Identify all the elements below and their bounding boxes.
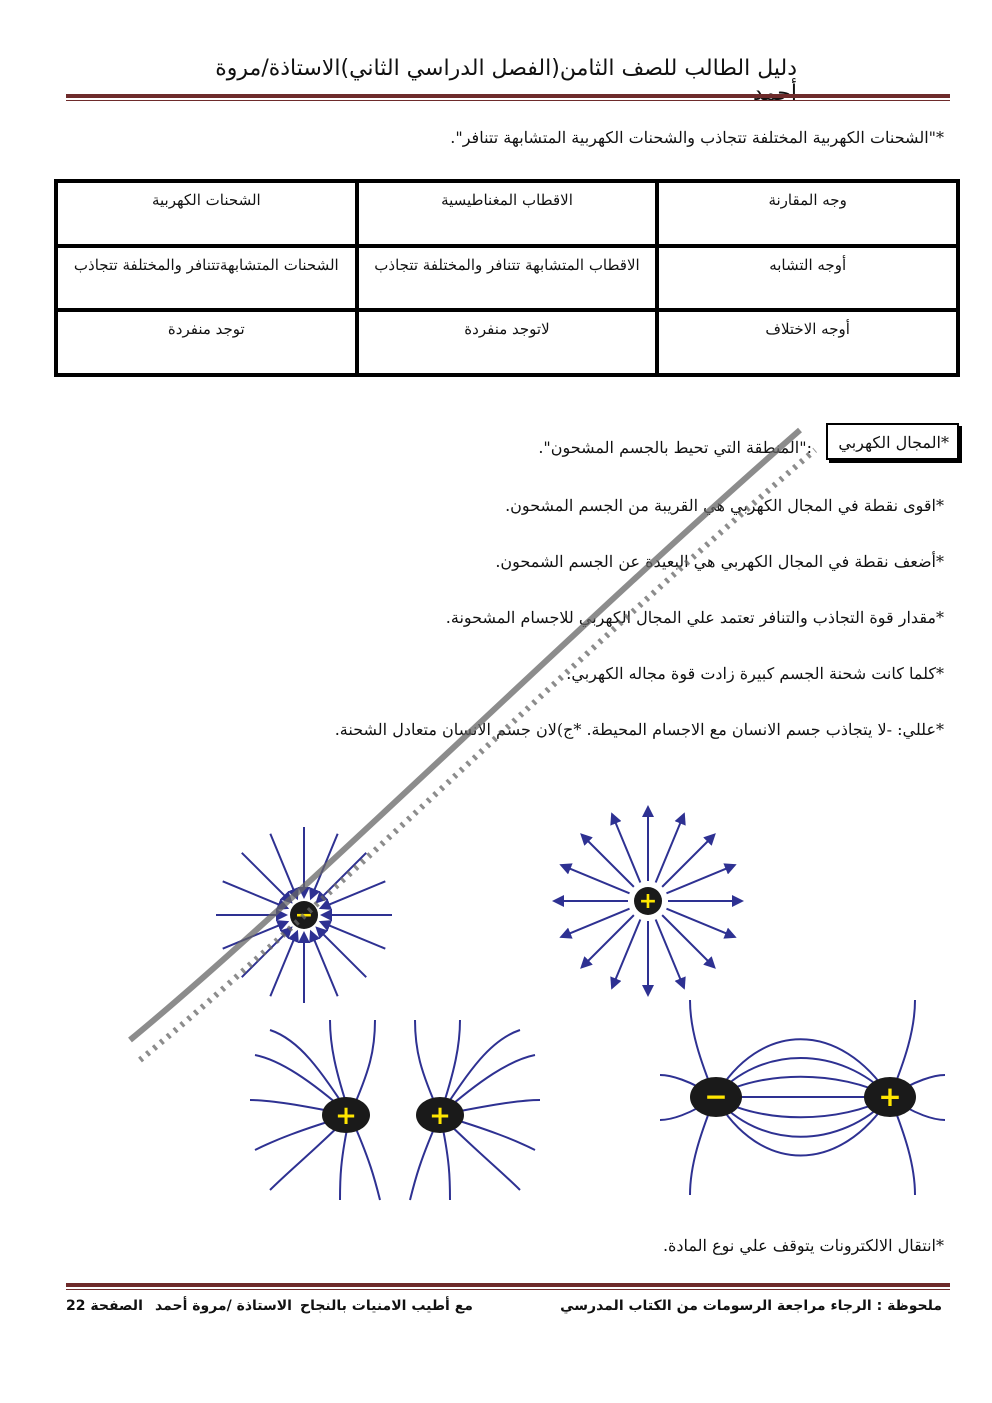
positive-sign: +: [429, 1101, 451, 1131]
table-cell: لاتوجد منفردة: [357, 310, 658, 375]
footer-page-number: الصفحة 22: [66, 1298, 143, 1314]
field-line: [662, 837, 711, 886]
field-term-box: *المجال الكهربي: [826, 423, 959, 460]
field-line: [662, 915, 711, 964]
field-line: [565, 867, 630, 894]
like-charge-right: [416, 1097, 464, 1133]
point-weakest: *أضعف نقطة في المجال الكهربي هي البعيدة عن الجسم الشمحون.: [495, 552, 944, 571]
watermark-stroke: [130, 430, 815, 1060]
point-charge-strength: *كلما كانت شحنة الجسم كبيرة زادت قوة مجاله الكهربي.: [566, 664, 944, 683]
footer-rule: [66, 1283, 950, 1287]
table-cell: أوجه الاختلاف: [657, 310, 958, 375]
field-line: [656, 919, 683, 984]
field-line: [666, 867, 731, 894]
footer-rule-thin: [66, 1289, 950, 1290]
closing-note: *انتقال الالكترونات يتوقف علي نوع المادة.: [662, 1236, 944, 1255]
positive-sign: +: [638, 889, 658, 914]
point-strongest: *اقوى نقطة في المجال الكهربي هي القريبة من الجسم المشحون.: [505, 496, 944, 515]
table-cell: الاقطاب المتشابهة تتنافر والمختلفة تتجاذب: [357, 246, 658, 311]
table-cell: توجد منفردة: [56, 310, 357, 375]
negative-charge-diagram: [216, 827, 392, 1003]
field-line: [656, 818, 683, 883]
negative-sign: −: [704, 1080, 728, 1113]
field-line: [584, 837, 633, 886]
page-header-title: دليل الطالب للصف الثامن(الفصل الدراسي الثاني)الاستاذة/مروة: [215, 56, 797, 81]
point-force: *مقدار قوة التجاذب والتنافر تعتمد علي المجال الكهربي للاجسام المشحونة.: [445, 608, 944, 627]
field-line: [614, 919, 641, 984]
table-cell: الشحنات المتشابهةتتنافر والمختلفة تتجاذب: [56, 246, 357, 311]
table-cell: الشحنات الكهربية: [56, 181, 357, 246]
like-charges-diagram: [250, 1020, 540, 1200]
point-explain: *عللي: -لا يتجاذب جسم الانسان مع الاجسام المحيطة. *ج)لان جسم الانسان متعادل الشحنة.: [334, 720, 944, 739]
positive-charge-diagram: [558, 811, 738, 991]
table-cell: الاقطاب المغناطيسية: [357, 181, 658, 246]
field-line: [584, 915, 633, 964]
footer-note: ملحوظة : الرجاء مراجعة الرسومات من الكتاب المدرسي: [560, 1298, 942, 1314]
table-cell: أوجه التشابه: [657, 246, 958, 311]
negative-sign: −: [294, 903, 314, 928]
table-cell: وجه المقارنة: [657, 181, 958, 246]
footer-teacher: الاستاذة /مروة أحمد: [155, 1298, 292, 1314]
field-line: [666, 909, 731, 936]
field-line: [565, 909, 630, 936]
footer-wish: مع أطيب الامنيات بالنجاح: [300, 1298, 473, 1314]
field-definition: :"المنطقة التي تحيط بالجسم المشحون".: [538, 438, 812, 457]
field-line: [614, 818, 641, 883]
intro-statement: *"الشحنات الكهربية المختلفة تتجاذب والشحنات الكهربية المتشابهة تتنافر".: [450, 128, 944, 147]
positive-sign: +: [335, 1101, 357, 1131]
like-charge-left: [322, 1097, 370, 1133]
opposite-charge-positive: [864, 1077, 916, 1117]
opposite-charge-negative: [690, 1077, 742, 1117]
positive-sign: +: [878, 1080, 902, 1113]
